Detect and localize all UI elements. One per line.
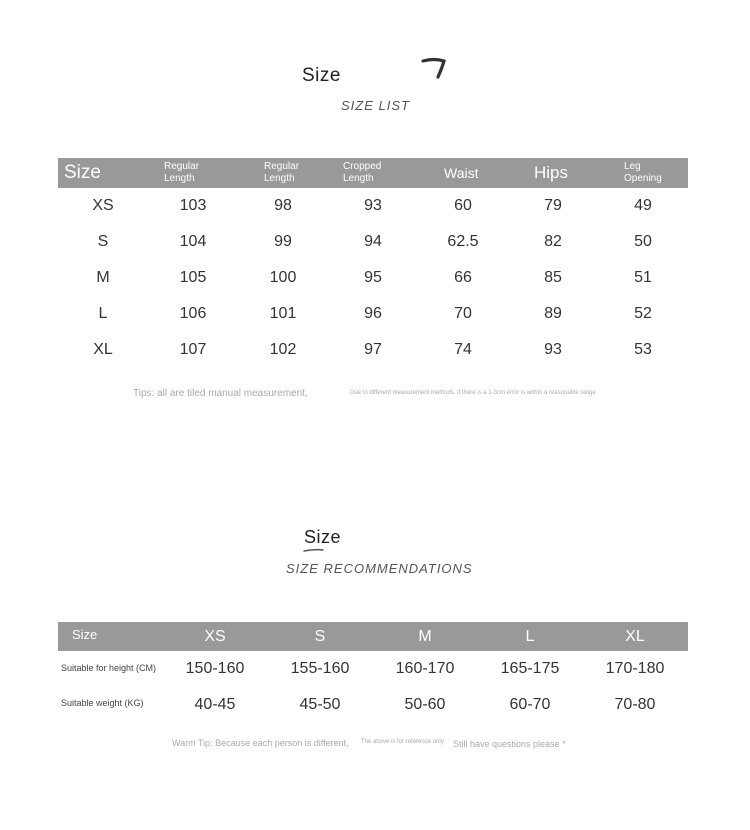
table-cell: 105	[179, 269, 207, 286]
size-list-header-row	[58, 158, 688, 188]
table-cell: L	[98, 305, 108, 322]
table-cell: 70-80	[614, 696, 656, 713]
size-rec-tip-a: Warm Tip: Because each person is different,	[172, 738, 349, 748]
table-cell: 50-60	[404, 696, 446, 713]
table-cell: 49	[634, 197, 652, 214]
table-cell: XS	[92, 197, 114, 214]
size-rec-tip-c: Still have questions please *	[453, 739, 566, 749]
table-cell: 99	[274, 233, 292, 250]
table-cell: 100	[269, 269, 297, 286]
table-cell: 53	[634, 341, 652, 358]
table-cell: 95	[364, 269, 382, 286]
header-hips: Hips	[534, 163, 569, 182]
header-size: Size	[72, 626, 98, 642]
table-cell: 98	[274, 197, 292, 214]
table-cell: 104	[179, 233, 207, 250]
row-label-height: Suitable for height (CM)	[61, 663, 157, 673]
table-cell: 82	[544, 233, 562, 250]
table-cell: 52	[634, 305, 652, 322]
table-cell: 107	[179, 341, 207, 358]
table-cell: 79	[544, 197, 562, 214]
size-rec-title: Size	[304, 527, 342, 547]
table-cell: 89	[544, 305, 562, 322]
header-waist: Waist	[444, 165, 479, 181]
header-xs: XS	[204, 627, 226, 645]
header-leg-opening: Leg Opening	[624, 161, 662, 184]
table-cell: 93	[544, 341, 562, 358]
size-list-title: Size	[302, 65, 341, 86]
table-cell: 165-175	[500, 660, 560, 677]
table-cell: 40-45	[194, 696, 236, 713]
brush-stroke-decoration	[302, 546, 326, 554]
table-cell: 60	[454, 197, 472, 214]
table-cell: 150-160	[185, 660, 245, 677]
table-cell: 70	[454, 305, 472, 322]
table-cell: 170-180	[605, 660, 665, 677]
header-l: L	[525, 627, 535, 645]
table-cell: 93	[364, 197, 382, 214]
table-cell: 103	[179, 197, 207, 214]
size-rec-header-row	[58, 622, 688, 651]
size-list-tip: Tips: all are tiled manual measurement,	[133, 388, 308, 399]
table-cell: 45-50	[299, 696, 341, 713]
table-cell: 160-170	[395, 660, 455, 677]
size-list-subtitle: SIZE LIST	[341, 98, 410, 113]
header-size: Size	[64, 162, 101, 183]
table-cell: 74	[454, 341, 472, 358]
table-cell: 85	[544, 269, 562, 286]
table-cell: 106	[179, 305, 207, 322]
table-cell: 155-160	[290, 660, 350, 677]
table-cell: 97	[364, 341, 382, 358]
table-cell: S	[97, 233, 109, 250]
header-s: S	[314, 627, 326, 645]
size-list-tip-small: Due to different measurement methods, if there is a 1-3cm error is within a reasonable range	[350, 390, 596, 396]
table-cell: 94	[364, 233, 382, 250]
header-m: M	[418, 627, 432, 645]
header-regular-length-2: Regular Length	[264, 161, 300, 184]
table-cell: M	[96, 269, 110, 286]
size-rec-tip-b: The above is for reference only.	[361, 739, 445, 745]
table-cell: 96	[364, 305, 382, 322]
table-cell: XL	[93, 341, 113, 358]
table-cell: 66	[454, 269, 472, 286]
table-cell: 102	[269, 341, 297, 358]
size-rec-subtitle: SIZE RECOMMENDATIONS	[286, 561, 473, 576]
header-xl: XL	[625, 627, 645, 645]
row-label-weight: Suitable weight (KG)	[61, 698, 144, 708]
table-cell: 62.5	[447, 233, 479, 250]
header-cropped-length: Cropped Length	[343, 161, 382, 184]
table-cell: 60-70	[509, 696, 551, 713]
table-cell: 101	[269, 305, 297, 322]
brush-stroke-decoration	[420, 56, 448, 80]
table-cell: 51	[634, 269, 652, 286]
header-regular-length-1: Regular Length	[164, 161, 200, 184]
table-cell: 50	[634, 233, 652, 250]
